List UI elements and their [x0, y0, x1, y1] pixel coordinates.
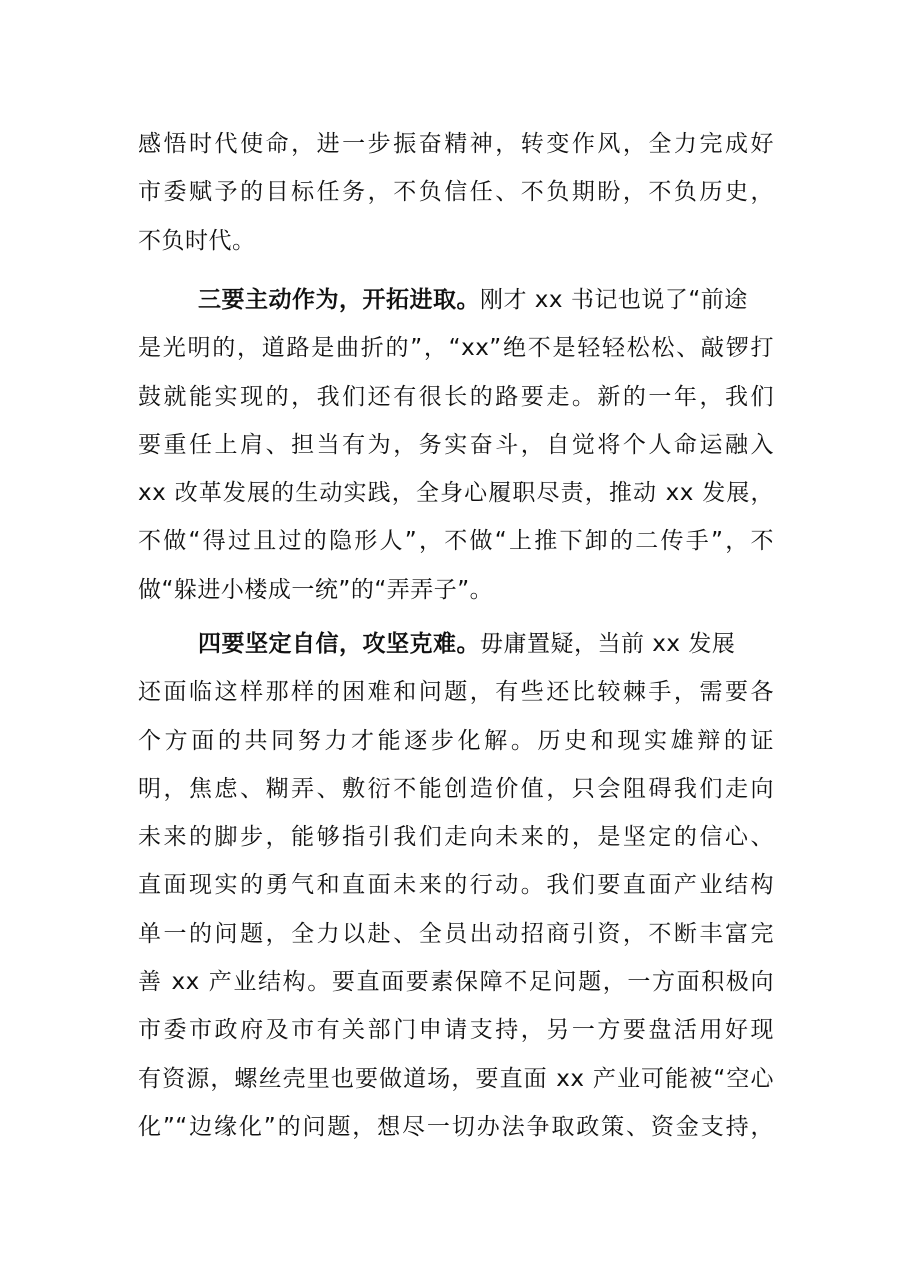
section-heading: 三要主动作为，开拓进取。 — [198, 287, 480, 313]
section-first-line-text: 毋庸置疑，当前 xx 发展 — [480, 631, 736, 657]
text-line: 做“躲进小楼成一统”的“弄弄子”。 — [138, 576, 494, 603]
text-line: 明，焦虑、糊弄、敷衍不能创造价值，只会阻碍我们走向 — [138, 775, 774, 802]
text-line: 化”“边缘化”的问题，想尽一切办法争取政策、资金支持， — [138, 1113, 774, 1140]
text-line: 单一的问题，全力以赴、全员出动招商引资，不断丰富完 — [138, 920, 774, 947]
text-line: 要重任上肩、担当有为，务实奋斗，自觉将个人命运融入 — [138, 431, 774, 458]
text-line: 鼓就能实现的，我们还有很长的路要走。新的一年，我们 — [138, 383, 774, 410]
section-first-line — [138, 276, 774, 324]
text-line: 不负时代。 — [138, 227, 256, 254]
text-line: 感悟时代使命，进一步振奋精神，转变作风，全力完成好 — [138, 131, 774, 157]
section-heading: 四要坚定自信，攻坚克难。 — [198, 631, 480, 657]
paragraph-continuation — [138, 120, 774, 265]
text-line: 市委赋予的目标任务，不负信任、不负期盼，不负历史， — [138, 179, 774, 206]
text-line: 直面现实的勇气和直面未来的行动。我们要直面产业结构 — [138, 872, 774, 899]
text-line: 是光明的，道路是曲折的”，“xx”绝不是轻轻松松、敲锣打 — [138, 335, 774, 362]
text-line: 市委市政府及市有关部门申请支持，另一方要盘活用好现 — [138, 1017, 774, 1044]
section-three-paragraph — [138, 276, 774, 614]
text-line: 善 xx 产业结构。要直面要素保障不足问题，一方面积极向 — [138, 969, 774, 996]
text-line: 未来的脚步，能够指引我们走向未来的，是坚定的信心、 — [138, 824, 774, 851]
section-first-line-text: 刚才 xx 书记也说了“前途 — [480, 287, 748, 313]
text-line: 还面临这样那样的困难和问题，有些还比较棘手，需要各 — [138, 679, 774, 706]
section-four-paragraph — [138, 620, 774, 1151]
text-line: 不做“得过且过的隐形人”，不做“上推下卸的二传手”，不 — [138, 528, 774, 555]
text-line: 有资源，螺丝壳里也要做道场，要直面 xx 产业可能被“空心 — [138, 1065, 774, 1092]
text-line: xx 改革发展的生动实践，全身心履职尽责，推动 xx 发展， — [138, 480, 774, 507]
text-line: 个方面的共同努力才能逐步化解。历史和现实雄辩的证 — [138, 727, 774, 754]
section-first-line — [138, 620, 774, 668]
